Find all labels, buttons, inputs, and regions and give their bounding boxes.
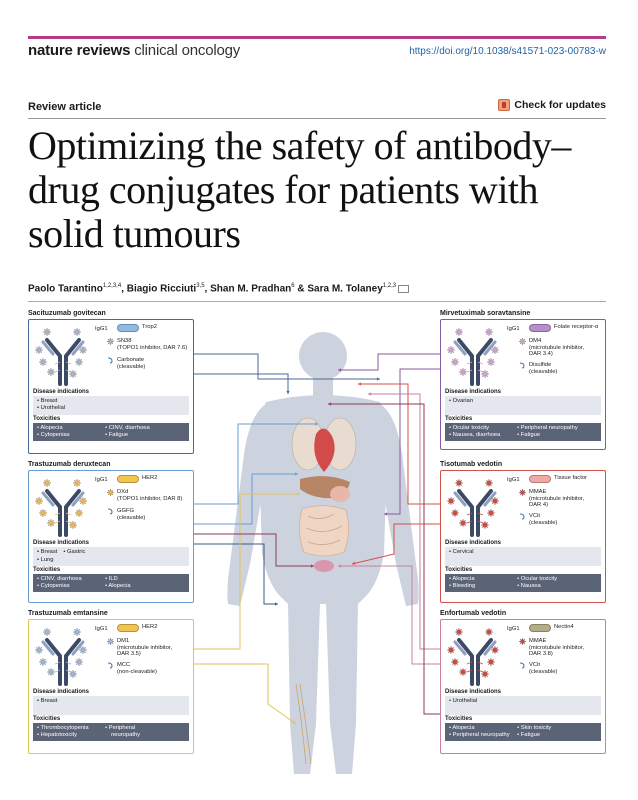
indications-heading: Disease indications <box>33 689 90 695</box>
target-legend <box>529 324 598 332</box>
toxicities-heading: Toxicities <box>445 416 473 422</box>
target-legend <box>529 624 574 632</box>
toxicity-item: • Thrombocytopenia <box>37 725 105 732</box>
author-name[interactable]: Shan M. Pradhan <box>210 283 292 295</box>
connector-line <box>338 354 440 370</box>
indications-heading: Disease indications <box>445 389 502 395</box>
indication-item: • Breast <box>37 698 185 705</box>
linker-label: Disulfide (cleavable) <box>529 362 558 375</box>
bladder <box>314 560 334 572</box>
igg-label: IgG1 <box>95 477 108 483</box>
igg-label: IgG1 <box>507 477 520 483</box>
stomach <box>330 486 350 502</box>
author-affiliations: 1,2,3,4 <box>102 283 122 289</box>
payload-star-icon <box>107 338 114 345</box>
igg-label: IgG1 <box>95 326 108 332</box>
toxicity-item: • Hepatotoxicity <box>37 732 105 739</box>
toxicities-heading: Toxicities <box>33 567 61 573</box>
target-label: Nectin4 <box>554 624 574 630</box>
body-arm-left <box>227 404 266 606</box>
linker-label: VCit (cleavable) <box>529 662 558 675</box>
author-separator: , <box>204 283 211 295</box>
brand-bar <box>28 36 606 39</box>
adc-panel <box>28 608 194 754</box>
panel-title: Trastuzumab deruxtecan <box>28 461 111 468</box>
body-torso <box>258 395 388 604</box>
panel-title: Tisotumab vedotin <box>440 461 503 468</box>
indications-box <box>33 696 189 715</box>
target-antigen-icon <box>529 475 551 483</box>
payload-label: SN38 (TOPO1 inhibitor, DAR 7.6) <box>117 338 188 351</box>
toxicity-item: • Skin toxicity <box>517 725 597 732</box>
linker-label: Carbonate (cleavable) <box>117 357 146 370</box>
toxicity-item: • Peripheral <box>105 725 185 732</box>
toxicity-item: • Fatigue <box>105 432 185 439</box>
adc-labels <box>505 475 601 539</box>
adc-diagram <box>445 324 601 388</box>
antibody-drug-conjugate-icon <box>445 475 505 537</box>
author-separator: , <box>121 283 127 295</box>
payload-star-icon <box>107 638 114 645</box>
toxicity-item: • Nausea, diarrhoea <box>449 432 517 439</box>
indications-box <box>445 396 601 415</box>
panel-box <box>28 470 194 603</box>
author-list <box>28 283 409 294</box>
linker-hook-icon <box>107 357 114 364</box>
article-type: Review article <box>28 101 102 113</box>
toxicities-box <box>33 423 189 441</box>
indication-item: • Urothelial <box>37 405 185 412</box>
target-label: Folate receptor-α <box>554 324 599 330</box>
payload-legend <box>107 338 187 351</box>
igg-label: IgG1 <box>507 626 520 632</box>
check-updates-label: Check for updates <box>514 99 606 111</box>
target-legend <box>117 475 157 483</box>
indication-item: • Breast <box>37 398 185 405</box>
body-head <box>299 332 347 380</box>
header-divider <box>28 118 606 119</box>
target-antigen-icon <box>117 475 139 483</box>
payload-star-icon <box>519 489 526 496</box>
adc-panel <box>440 308 606 450</box>
adc-labels <box>505 324 601 388</box>
body-leg-right <box>326 602 358 774</box>
toxicity-item: • Peripheral neuropathy <box>449 732 517 739</box>
panel-box <box>440 619 606 754</box>
target-label: HER2 <box>142 475 158 481</box>
author-affiliations: 1,2,3 <box>382 283 397 289</box>
body-arm-right <box>380 404 419 606</box>
toxicities-heading: Toxicities <box>33 716 61 722</box>
toxicities-heading: Toxicities <box>445 567 473 573</box>
igg-label: IgG1 <box>95 626 108 632</box>
indication-item: • Lung <box>37 557 57 565</box>
linker-label: GGFG (cleavable) <box>117 508 146 521</box>
check-updates-button[interactable] <box>498 99 606 111</box>
target-label: Tissue factor <box>554 475 587 481</box>
author-affiliations: 3,5 <box>196 283 205 289</box>
intestines <box>299 506 348 556</box>
article-title: Optimizing the safety of antibody–drug conjugates for patients with solid tumours <box>28 123 571 256</box>
linker-legend <box>519 662 557 675</box>
figure <box>28 304 606 788</box>
payload-legend <box>519 338 584 358</box>
toxicities-box <box>445 574 601 592</box>
target-antigen-icon <box>529 324 551 332</box>
linker-hook-icon <box>519 513 526 520</box>
antibody-drug-conjugate-icon <box>445 624 505 686</box>
indications-heading: Disease indications <box>33 540 90 546</box>
toxicity-item: • Peripheral neuropathy <box>517 425 597 432</box>
toxicity-item: • Alopecia <box>449 576 517 583</box>
indication-item: • Ovarian <box>449 398 597 405</box>
connector-arrowhead <box>286 391 289 394</box>
toxicity-item: • Alopecia <box>37 425 105 432</box>
toxicity-item: • Ocular toxicity <box>517 576 597 583</box>
target-antigen-icon <box>529 624 551 632</box>
toxicity-item: • Alopecia <box>105 583 185 590</box>
antibody-drug-conjugate-icon <box>33 475 93 537</box>
author-name[interactable]: Sara M. Tolaney <box>307 283 383 295</box>
toxicities-box <box>445 423 601 441</box>
linker-label: VCit (cleavable) <box>529 513 558 526</box>
toxicity-item: • Cytopenias <box>37 432 105 439</box>
adc-panel <box>28 459 194 603</box>
indications-box <box>33 396 189 415</box>
toxicities-heading: Toxicities <box>445 716 473 722</box>
linker-legend <box>519 513 557 526</box>
adc-labels <box>93 475 189 539</box>
toxicity-item: • Bleeding <box>449 583 517 590</box>
toxicity-item: • Alopecia <box>449 725 517 732</box>
adc-diagram <box>33 624 189 688</box>
indications-box <box>445 547 601 566</box>
toxicities-box <box>33 574 189 592</box>
adc-panel <box>440 459 606 603</box>
adc-diagram <box>445 475 601 539</box>
indications-heading: Disease indications <box>445 689 502 695</box>
journal-name[interactable] <box>28 42 240 59</box>
toxicities-heading: Toxicities <box>33 416 61 422</box>
antibody-drug-conjugate-icon <box>445 324 505 386</box>
check-updates-icon <box>498 99 510 111</box>
toxicity-item: • Ocular toxicity <box>449 425 517 432</box>
payload-legend <box>519 489 584 509</box>
adc-diagram <box>445 624 601 688</box>
toxicity-item: • CINV, diarrhoea <box>105 425 185 432</box>
email-icon[interactable] <box>398 285 409 293</box>
connector-line <box>194 664 296 724</box>
connector-arrowhead <box>275 602 278 605</box>
linker-hook-icon <box>519 662 526 669</box>
indications-heading: Disease indications <box>445 540 502 546</box>
payload-label: DXd (TOPO1 inhibitor, DAR 8) <box>117 489 183 502</box>
toxicity-item: • Cytopenias <box>37 583 105 590</box>
panel-title: Enfortumab vedotin <box>440 610 507 617</box>
journal-name-rest: clinical oncology <box>130 42 241 59</box>
author-separator: & <box>294 283 308 295</box>
linker-legend <box>107 508 145 521</box>
indication-item: • Cervical <box>449 549 597 556</box>
adc-diagram <box>33 324 189 388</box>
journal-name-bold: nature reviews <box>28 42 131 59</box>
adc-diagram <box>33 475 189 539</box>
linker-hook-icon <box>107 508 114 515</box>
payload-legend <box>519 638 584 658</box>
target-label: HER2 <box>142 624 158 630</box>
target-legend <box>117 324 157 332</box>
indications-box <box>445 696 601 715</box>
payload-label: DM4 (microtubule inhibitor, DAR 3.4) <box>529 338 585 358</box>
panel-box <box>28 619 194 754</box>
indication-item: • Breast <box>37 549 57 557</box>
connector-line <box>194 354 380 379</box>
panel-box <box>28 319 194 454</box>
adc-labels <box>93 624 189 688</box>
payload-star-icon <box>519 638 526 645</box>
payload-label: DM1 (microtubule inhibitor, DAR 3.5) <box>117 638 173 658</box>
payload-label: MMAE (microtubule inhibitor, DAR 4) <box>529 489 585 509</box>
toxicity-item: • Nausea <box>517 583 597 590</box>
target-label: Trop2 <box>142 324 157 330</box>
linker-hook-icon <box>519 362 526 369</box>
payload-star-icon <box>519 338 526 345</box>
authors-divider <box>28 301 606 302</box>
panel-title: Mirvetuximab soravtansine <box>440 310 531 317</box>
toxicity-item: • ILD <box>105 576 185 583</box>
author-name[interactable]: Biagio Ricciuti <box>126 283 197 295</box>
panel-title: Trastuzumab emtansine <box>28 610 108 617</box>
toxicity-item: neuropathy <box>111 732 141 738</box>
adc-labels <box>505 624 601 688</box>
antibody-drug-conjugate-icon <box>33 624 93 686</box>
toxicities-box <box>445 723 601 741</box>
linker-legend <box>107 662 157 675</box>
antibody-drug-conjugate-icon <box>33 324 93 386</box>
target-legend <box>117 624 157 632</box>
panel-box <box>440 319 606 450</box>
payload-legend <box>107 489 182 502</box>
payload-label: MMAE (microtubule inhibitor, DAR 3.8) <box>529 638 585 658</box>
connector-arrowhead <box>368 392 371 395</box>
toxicity-item: • Fatigue <box>517 732 597 739</box>
author-affiliations: 6 <box>291 283 295 289</box>
target-legend <box>529 475 587 483</box>
connector-arrowhead <box>358 382 361 385</box>
payload-star-icon <box>107 489 114 496</box>
linker-legend <box>107 357 145 370</box>
linker-hook-icon <box>107 662 114 669</box>
toxicities-box <box>33 723 189 741</box>
adc-panel <box>28 308 194 454</box>
payload-legend <box>107 638 172 658</box>
indications-heading: Disease indications <box>33 389 90 395</box>
panel-title: Sacituzumab govitecan <box>28 310 106 317</box>
indications-box <box>33 547 189 566</box>
doi-link[interactable]: https://doi.org/10.1038/s41571-023-00783-w <box>409 46 606 57</box>
indication-item: • Urothelial <box>449 698 597 705</box>
connector-line <box>194 374 288 394</box>
author-name[interactable]: Paolo Tarantino <box>28 283 103 295</box>
linker-legend <box>519 362 557 375</box>
adc-panel <box>440 608 606 754</box>
target-antigen-icon <box>117 324 139 332</box>
toxicity-item: • CINV, diarrhoea <box>37 576 105 583</box>
toxicity-item: • Fatigue <box>517 432 597 439</box>
linker-label: MCC (non-cleavable) <box>117 662 157 675</box>
connector-arrowhead <box>377 377 380 380</box>
igg-label: IgG1 <box>507 326 520 332</box>
indication-item: • Gastric <box>63 549 85 557</box>
target-antigen-icon <box>117 624 139 632</box>
panel-box <box>440 470 606 603</box>
adc-labels <box>93 324 189 388</box>
